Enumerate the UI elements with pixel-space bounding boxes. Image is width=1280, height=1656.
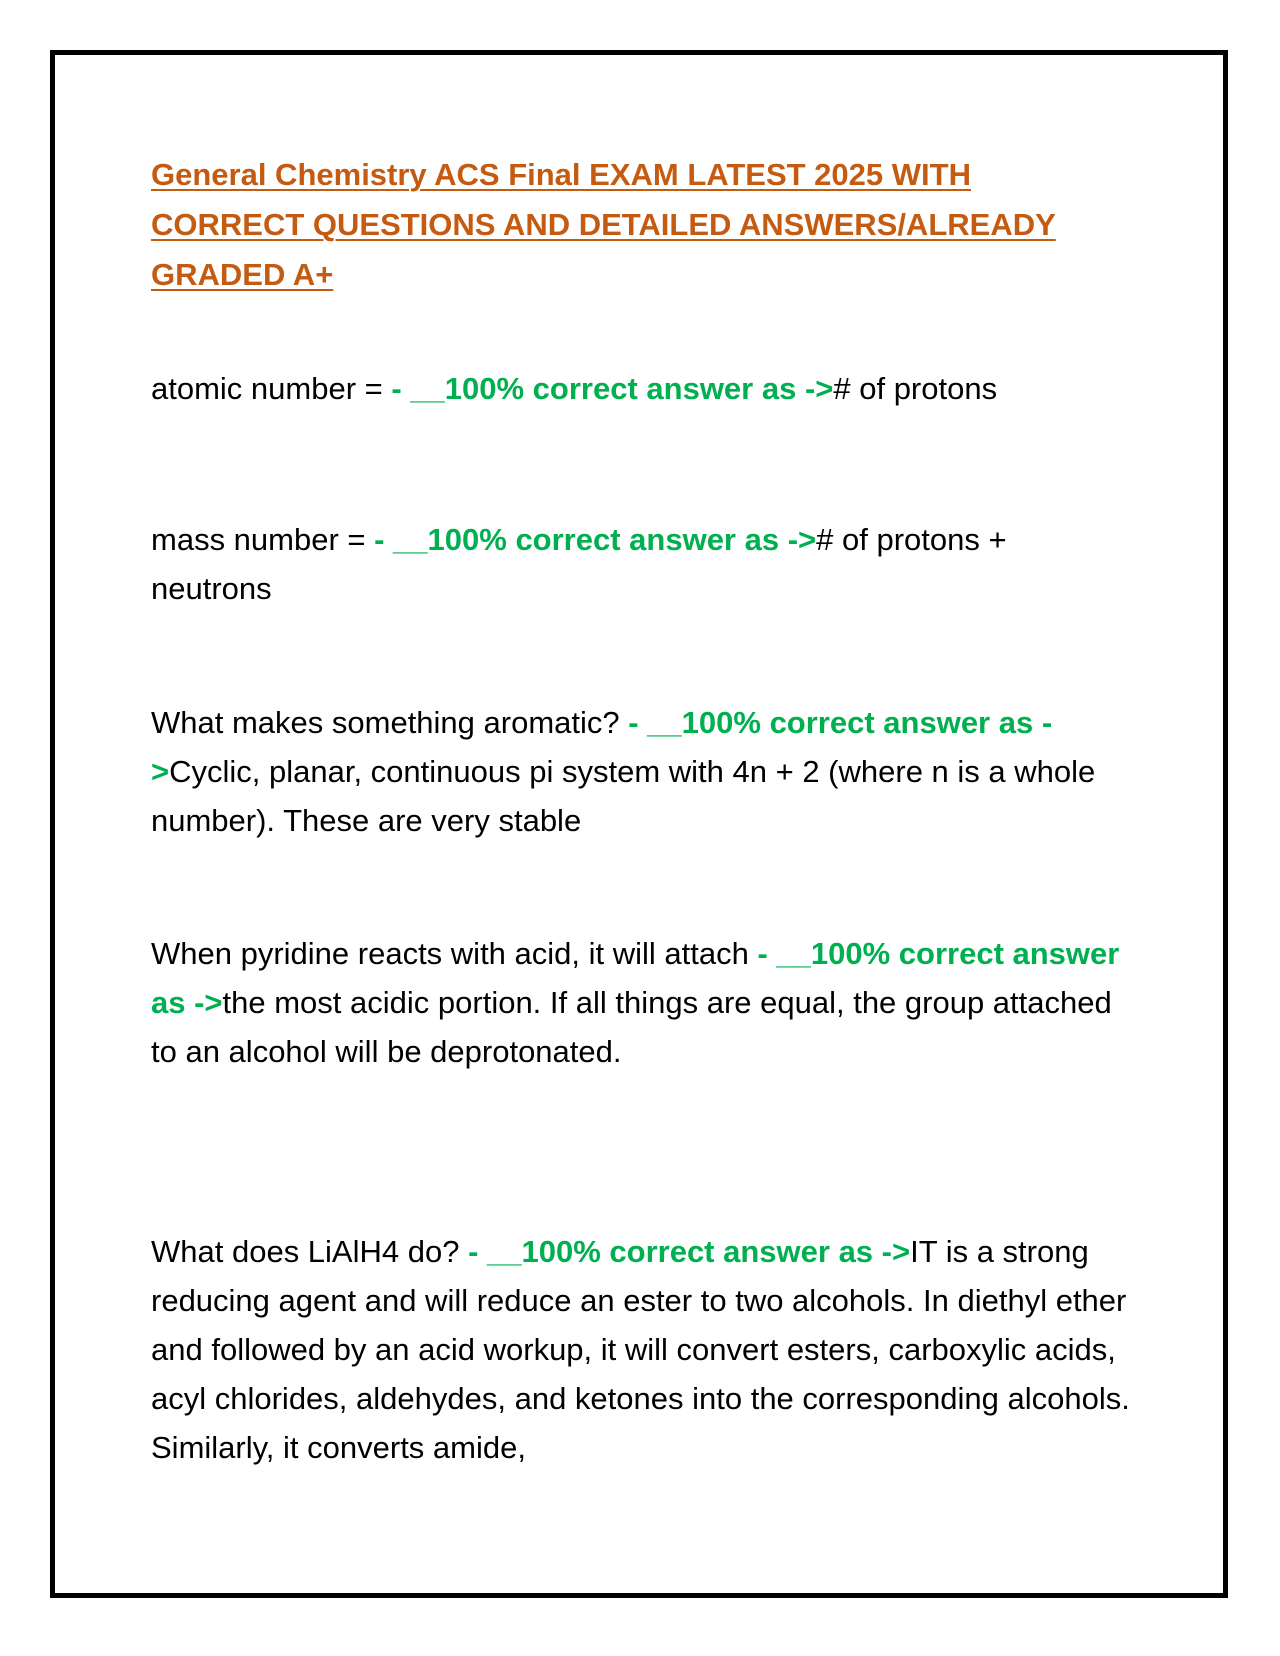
qa-item-atomic-number xyxy=(151,364,1141,413)
question-text: What makes something aromatic? xyxy=(151,705,629,740)
question-text: What does LiAlH4 do? xyxy=(151,1234,469,1269)
answer-marker: - __100% correct answer as -> xyxy=(151,705,1053,789)
answer-text: Cyclic, planar, continuous pi system with 4n + 2 (where n is a whole number). These are very stable xyxy=(151,754,1096,838)
qa-item-pyridine xyxy=(151,929,1141,1076)
question-text: mass number = xyxy=(151,522,375,557)
qa-item-lialh4 xyxy=(151,1227,1141,1472)
answer-marker: - __100% correct answer as -> xyxy=(374,522,817,557)
answer-marker: - __100% correct answer as -> xyxy=(391,371,834,406)
answer-text: # of protons + neutrons xyxy=(151,522,1007,606)
document-title: General Chemistry ACS Final EXAM LATEST 2025 WITH CORRECT QUESTIONS AND DETAILED ANSWERS/ALREADY GRADED A+ xyxy=(151,157,1056,292)
answer-text: IT is a strong reducing agent and will reduce an ester to two alcohols. In diethyl ether and followed by an acid workup, it will convert esters, carboxylic acids, acyl chlorides, aldehydes, and ketones into the corresponding alcohols. Similarly, it converts amide, xyxy=(151,1234,1130,1465)
answer-text: # of protons xyxy=(833,371,998,406)
answer-marker: - __100% correct answer as -> xyxy=(151,936,1120,1020)
qa-item-aromatic xyxy=(151,698,1141,845)
qa-item-mass-number xyxy=(151,515,1071,613)
question-text: When pyridine reacts with acid, it will attach xyxy=(151,936,758,971)
question-text: atomic number = xyxy=(151,371,392,406)
answer-marker: - __100% correct answer as -> xyxy=(468,1234,911,1269)
answer-text: the most acidic portion. If all things are equal, the group attached to an alcohol will be deprotonated. xyxy=(151,985,1112,1069)
